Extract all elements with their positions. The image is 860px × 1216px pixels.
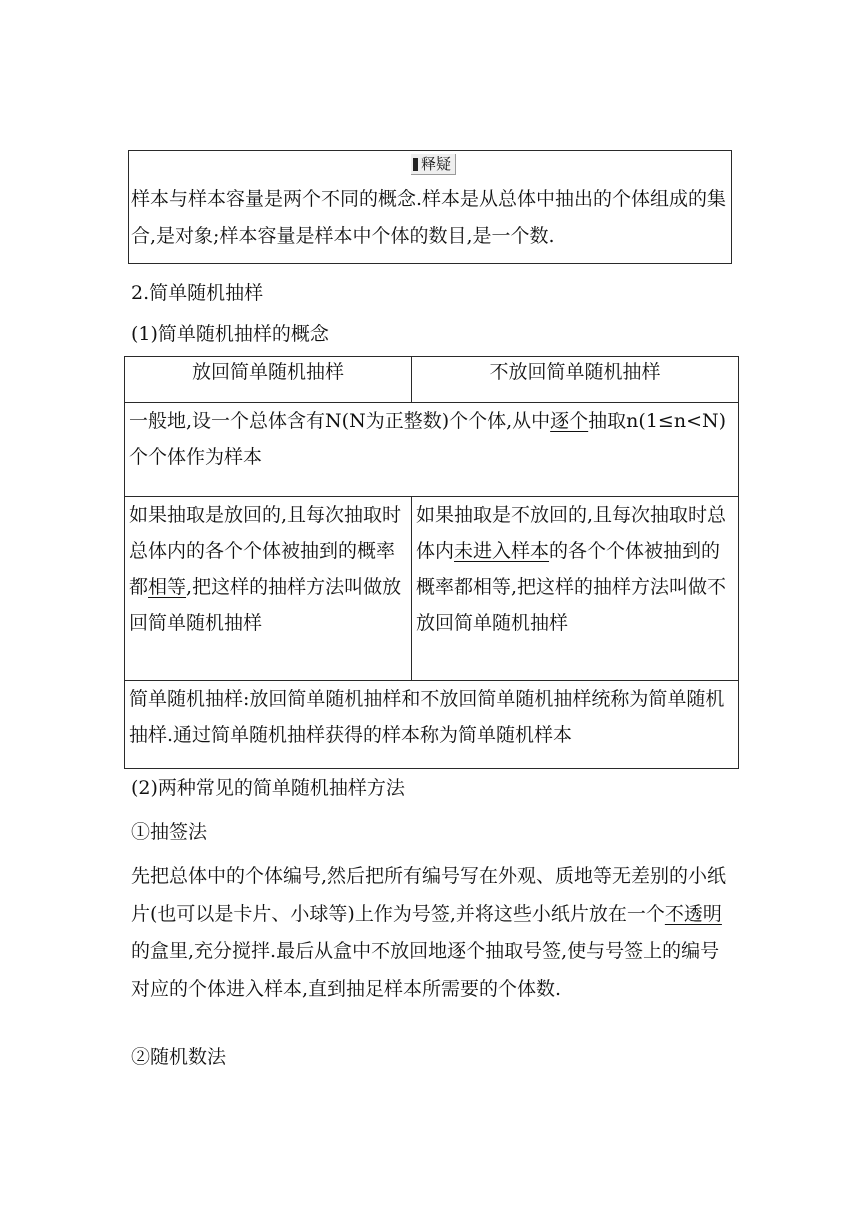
methods-title: (2)两种常见的简单随机抽样方法 [131,777,405,799]
lottery-text-before: 先把总体中的个体编号,然后把所有编号写在外观、质地等无差别的小纸片(也可以是卡片、小球等)上作为号签,并将这些小纸片放在一个 [131,865,727,925]
summary-cell: 简单随机抽样:放回简单随机抽样和不放回简单随机抽样统称为简单随机抽样.通过简单随机抽样获得的样本称为简单随机样本 [125,681,739,769]
table-row-general [125,403,739,497]
sampling-concept-table [124,356,739,769]
lottery-method-text [131,858,729,1008]
lottery-text-after: 的盒里,充分搅拌.最后从盒中不放回地逐个抽取号签,使与号签上的编号对应的个体进入样本,直到抽足样本所需要的个体数. [131,940,720,1000]
header-without-replacement: 不放回简单随机抽样 [412,357,739,403]
tag-bar-icon [413,158,418,171]
general-text-before: 一般地,设一个总体含有N(N为正整数)个个体,从中 [129,410,551,432]
with-replacement-cell [125,497,412,681]
with-replacement-underlined: 相等 [148,576,187,598]
general-text-underlined: 逐个 [550,410,589,432]
table-row-definitions [125,497,739,681]
general-text-after: 抽取n(1≤n<N)个个体作为样本 [129,410,727,468]
clarification-tag [411,154,456,175]
clarification-text: 样本与样本容量是两个不同的概念.样本是从总体中抽出的个体组成的集合,是对象;样本容量是样本中个体的数目,是一个数. [131,188,727,247]
lottery-method-title: ①抽签法 [131,821,208,843]
without-replacement-underlined: 未进入样本 [454,540,550,562]
without-replacement-before: 如果抽取是不放回的,且每次抽取时总体内 [416,504,727,562]
table-header-row [125,357,739,403]
without-replacement-after: 的各个个体被抽到的概率都相等,把这样的抽样方法叫做不放回简单随机抽样 [416,540,727,634]
general-definition-cell [125,403,739,497]
table-row-summary [125,681,739,769]
with-replacement-after: ,把这样的抽样方法叫做放回简单随机抽样 [129,576,402,634]
without-replacement-cell [412,497,739,681]
random-number-method-title: ②随机数法 [131,1046,227,1068]
header-with-replacement: 放回简单随机抽样 [125,357,412,403]
clarification-box [128,150,732,264]
clarification-tag-label: 释疑 [421,155,452,173]
subsection-title: (1)简单随机抽样的概念 [131,323,329,345]
with-replacement-before: 如果抽取是放回的,且每次抽取时总体内的各个个体被抽到的概率都 [129,504,402,598]
lottery-text-underlined: 不透明 [664,902,722,925]
section-title: 2.简单随机抽样 [131,282,264,304]
